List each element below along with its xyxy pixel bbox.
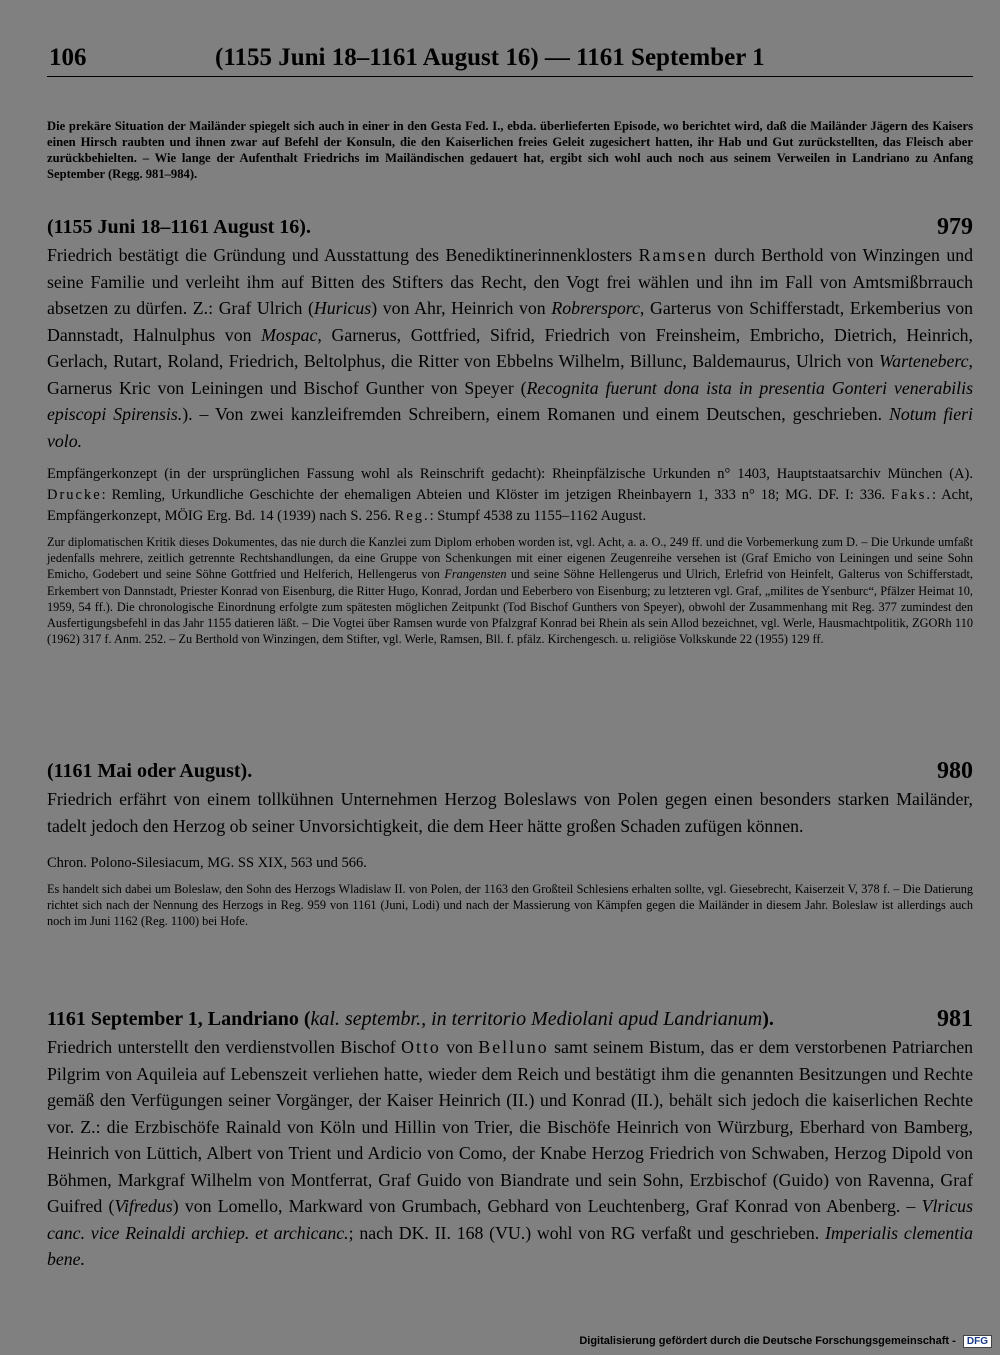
latin-quote: Recognita fuerunt dona ista in presentia Gonteri venerabilis episcopi Spirensis. — [47, 377, 973, 424]
text-run: ). — [762, 1008, 774, 1030]
text-run: : Acht, Empfängerkonzept, MÖIG Erg. Bd. 14 (1939) nach S. 256. — [47, 487, 973, 524]
regest-commentary: Es handelt sich dabei um Boleslaw, den Sohn des Herzogs Wladislaw II. von Polen, der 1163 den Großteil Schlesiens erhalten sollte, vgl. Giesebrecht, Kaiserzeit V, 378 f. – Die Datierung richtet sich nach der Nennung des Herzogs in Reg. 959 von 1161 (Juni, Lodi) und nach der Massierung von Kämpfen gegen die Mailänder in diesem Jahr. Boleslaw ist allerdings auch noch im Juni 1162 (Reg. 1100) bei Hofe. — [47, 882, 973, 929]
source-key: Drucke — [47, 487, 102, 503]
dfg-logo: DFG — [963, 1335, 992, 1348]
regest-sources — [47, 464, 973, 527]
text-run: : Stumpf 4538 zu 1155–1162 August. — [429, 508, 647, 524]
regest-abstract: Friedrich erfährt von einem tollkühnen Unternehmen Herzog Boleslaws von Polen gegen einen besonders starken Mailänder, tadelt jedoch den Herzog ob seiner Unvorsichtigkeit, die dem Heer hätte großen Schaden zufügen können. — [47, 789, 973, 836]
person-name: Otto — [401, 1037, 441, 1057]
text-run: von — [440, 1037, 479, 1057]
text-run: 1161 September 1, Landriano ( — [47, 1008, 311, 1030]
text-run: , Garnerus Kric von Leiningen und Bischof Gunther von Speyer ( — [47, 351, 973, 398]
regest-abstract — [47, 242, 973, 454]
regest-header — [47, 216, 973, 242]
text-run: ). – Von zwei kanzleifremden Schreibern, einem Romanen und einem Deutschen, geschrieben. — [182, 404, 889, 424]
text-run: ) von Lomello, Markward von Grumbach, Gebhard von Leuchtenberg, Graf Konrad von Abenberg. – — [172, 1196, 922, 1216]
text-run: Friedrich bestätigt die Gründung und Ausstattung des Benediktinerinnenklosters — [47, 245, 639, 265]
text-run: ) von Ahr, Heinrich von — [371, 298, 552, 318]
regest-980 — [47, 760, 973, 930]
text-run: samt seinem Bistum, das er dem verstorbenen Patriarchen Pilgrim von Aquileia auf Lebenszeit verliehen hatte, wieder dem Reich und bestätigt ihm die genannten Besitzungen und Rechte gemäß den Verfügungen seiner Vorgänger, der Kaiser Heinrich (II.) und Konrad (II.), behält sich jedoch die kaiserlichen Rechte vor. Z.: die Erzbischöfe Rainald von Köln und Hillin von Trier, die Bischöfe Heinrich von Würzburg, Eberhard von Bamberg, Heinrich von Lüttich, Albert von Trient und Ardicio von Como, der Knabe Herzog Friedrich von Schwaben, Herzog Dipold von Böhmen, Markgraf Wilhelm von Montferrat, Graf Guido von Biandrate und sein Sohn, Erzbischof (Guido) von Ravenna, Graf Guifred ( — [47, 1037, 974, 1216]
regest-sources: Chron. Polono-Silesiacum, MG. SS XIX, 563 und 566. — [47, 855, 367, 871]
page-number: 106 — [49, 44, 87, 71]
latin-term: Mospac — [261, 324, 318, 345]
regest-number: 980 — [937, 758, 973, 784]
latin-term: Robrersporc — [551, 298, 640, 318]
source-key: Reg. — [394, 508, 430, 524]
running-title: (1155 Juni 18–1161 August 16) — 1161 September 1 — [215, 44, 765, 71]
text-run: ; nach DK. II. 168 (VU.) wohl von RG verfaßt und geschrieben. — [348, 1222, 825, 1243]
incipit: Imperialis clementia bene. — [47, 1222, 973, 1269]
incipit: Notum fieri volo. — [47, 404, 973, 451]
funding-footer — [579, 1335, 992, 1348]
regest-979 — [47, 216, 973, 647]
latin-term: Vifredus — [114, 1196, 173, 1216]
text-run: Empfängerkonzept (in der ursprünglichen Fassung wohl als Reinschrift gedacht): Rheinpfälzische Urkunden n° 1403, Hauptstaatsarchiv München (A). — [47, 466, 973, 482]
text-run: , Garterus von Schifferstadt, Erkemberius von Dannstadt, Halnulphus von — [47, 298, 974, 345]
footer-text: Digitalisierung gefördert durch die Deutsche Forschungsgemeinschaft - — [579, 1335, 956, 1347]
source-key: Faks. — [891, 487, 933, 503]
text-run: : Remling, Urkundliche Geschichte der ehemaligen Abteien und Klöster im jetzigen Rheinbayern 1, 333 n° 18; MG. DF. I: 336. — [101, 487, 892, 503]
latin-quote: Vlricus canc. vice Reinaldi archiep. et archicanc. — [47, 1196, 973, 1243]
intro-note: Die prekäre Situation der Mailänder spiegelt sich auch in einer in den Gesta Fed. I., ebda. überlieferten Episode, wo berichtet wird, daß die Mailänder Jägern des Kaisers einen Hirsch raubten und ihnen zwar auf Befehl der Konsuln, die den Kaiserlichen freies Geleit zugesichert hatten, ihr Hab und Gut zurückstellten, das Fleisch aber zurückbehielten. – Wie lange der Aufenthalt Friedrichs im Mailändischen gedauert hat, ergibt sich wohl auch noch aus seinem Verweilen in Landriano zu Anfang September (Regg. 981–984). — [47, 118, 973, 181]
latin-dating: kal. septembr., in territorio Mediolani apud Landrianum — [310, 1008, 763, 1030]
regest-header — [47, 760, 973, 786]
running-head — [47, 42, 973, 77]
place-name: Belluno — [478, 1037, 549, 1057]
latin-term: Frangensten — [444, 567, 507, 582]
latin-term: Warteneberc — [879, 351, 969, 371]
regest-commentary — [47, 534, 973, 647]
regest-abstract — [47, 1034, 973, 1273]
regest-date — [47, 1008, 774, 1031]
regest-date: (1155 Juni 18–1161 August 16). — [47, 216, 311, 238]
place-name: Ramsen — [638, 245, 708, 265]
text-run: und seine Söhne Hellengerus und Ulrich, Erlefrid von Heinfelt, Galterus von Schifferstadt, Erkembert von Dannstadt, Priester Konrad von Eisenburg, die Ritter Hugo, Konrad, Jordan und Eeberbero von Eisenburg; zu letzteren vgl. Graf, „milites de Ysenburc“, Pfälzer Heimat 10, 1959, 54 ff.). Die chronologische Einordnung erfolgte zum spätesten möglichen Zeitpunkt (Tod Bischof Gunthers von Speyer), obwohl der Zusammenhang mit Reg. 377 zumindest den Ausfertigungsbefehl in das Jahr 1155 datieren läßt. – Die Vogtei über Ramsen wurde von Pfalzgraf Konrad bei Rhein als sein Allod bezeichnet, vgl. Werle, Hausmachtpolitik, ZGORh 110 (1962) 317 f. Anm. 252. – Zu Berthold von Winzingen, dem Stifter, vgl. Werle, Ramsen, Bll. f. pfälz. Kirchengesch. u. religiöse Volkskunde 22 (1955) 129 ff. — [47, 567, 973, 647]
text-run: durch Berthold von Winzingen und seine Familie und verleiht ihm auf Bitten des Stifters das Recht, den Vogt frei wählen und ihn im Fall von Amtsmißbrrauch absetzen zu dürfen. Z.: Graf Ulrich ( — [47, 245, 973, 318]
regest-header — [47, 1008, 973, 1034]
text-run: , Garnerus, Gottfried, Sifrid, Friedrich von Freinsheim, Embricho, Dietrich, Heinrich, Gerlach, Rutart, Roland, Friedrich, Beltolphus, die Ritter von Ebbelns Wilhelm, Billunc, Baldemaurus, Ulrich von — [47, 324, 973, 371]
regest-date: (1161 Mai oder August). — [47, 760, 253, 782]
latin-term: Huricus — [313, 298, 372, 318]
regest-number: 981 — [937, 1006, 973, 1032]
text-run: Zur diplomatischen Kritik dieses Dokumentes, das nie durch die Kanzlei zum Diplom erhoben worden ist, vgl. Acht, a. a. O., 249 ff. und die Vorbemerkung zum D. – Die Urkunde umfaßt jedenfalls mehrere, zeitlich getrennte Rechtshandlungen, da eine Gruppe von Schenkungen mit einer eigenen Zeugenreihe versehen ist (Graf Emicho von Leiningen und seine Sohn Emicho, Godebert und seine Söhne Gottfried und Helferich, Hellengerus von — [47, 535, 973, 582]
regest-number: 979 — [937, 214, 973, 240]
regest-981 — [47, 1008, 973, 1273]
text-run: Friedrich unterstellt den verdienstvollen Bischof — [47, 1037, 402, 1057]
